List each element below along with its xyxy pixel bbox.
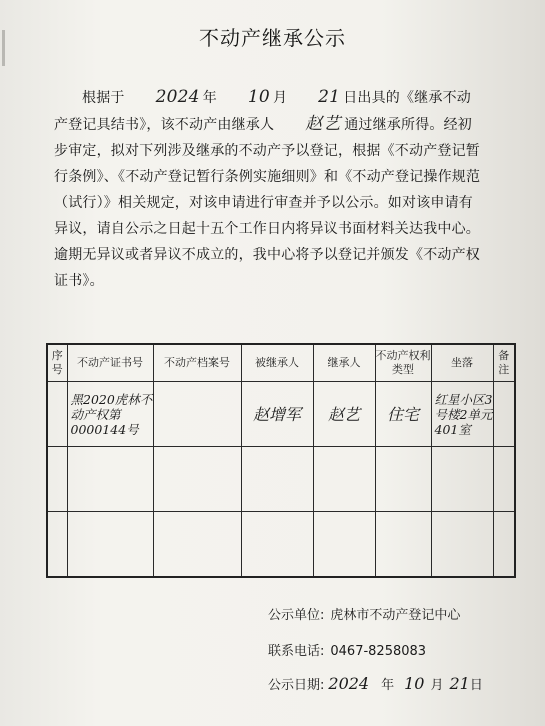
footer-unit-value: 虎林市不动产登记中心 xyxy=(330,608,461,623)
cell-archive-no xyxy=(153,382,241,447)
cell-location xyxy=(431,512,493,578)
notice-text-1: 根据于 xyxy=(82,90,125,106)
cell-right-type xyxy=(375,447,431,512)
footer-date-month: 10 xyxy=(404,674,425,693)
cell-decedent xyxy=(241,382,313,447)
header-remarks: 备注 xyxy=(493,344,515,382)
table-row xyxy=(47,382,515,447)
notice-year-handwritten: 2024 xyxy=(155,87,200,107)
cell-certificate-no xyxy=(67,382,153,447)
table-row xyxy=(47,447,515,512)
footer-phone-value: 0467-8258083 xyxy=(330,644,427,659)
cell-remarks xyxy=(493,382,515,447)
document-title: 不动产继承公示 xyxy=(199,26,346,50)
registration-table xyxy=(46,343,516,578)
cell-decedent xyxy=(241,512,313,578)
header-location: 坐落 xyxy=(431,344,493,382)
cell-heir xyxy=(313,447,375,512)
cell-right-type xyxy=(375,382,431,447)
heir-handwritten: 赵艺 xyxy=(327,404,360,424)
footer-unit-label: 公示单位: xyxy=(268,608,325,623)
notice-day-handwritten: 21 xyxy=(318,87,341,107)
cell-heir xyxy=(313,382,375,447)
footer-date-year: 2024 xyxy=(328,674,370,693)
footer-date-label: 公示日期: xyxy=(268,678,325,693)
footer-date-month-suffix: 月 xyxy=(430,678,444,693)
cell-location xyxy=(431,382,493,447)
footer-date-day-suffix: 日 xyxy=(469,678,483,693)
cell-index xyxy=(47,512,67,578)
header-heir: 继承人 xyxy=(313,344,375,382)
notice-heir-handwritten: 赵艺 xyxy=(305,114,342,134)
location-handwritten: 红星小区3号楼2单元401室 xyxy=(434,391,493,437)
right-type-handwritten: 住宅 xyxy=(386,404,419,424)
footer-date xyxy=(268,674,483,693)
notice-month-handwritten: 10 xyxy=(247,87,270,107)
cell-certificate-no xyxy=(67,447,153,512)
cell-remarks xyxy=(493,447,515,512)
cell-right-type xyxy=(375,512,431,578)
table-row xyxy=(47,512,515,578)
header-archive-no: 不动产档案号 xyxy=(153,344,241,382)
header-decedent: 被继承人 xyxy=(241,344,313,382)
notice-text-2: 年 xyxy=(202,90,217,106)
footer-phone-label: 联系电话: xyxy=(268,644,325,659)
cell-index xyxy=(47,382,67,447)
cell-archive-no xyxy=(153,512,241,578)
footer-date-day: 21 xyxy=(449,674,470,693)
notice-text-3: 月 xyxy=(272,90,288,106)
footer-phone xyxy=(268,640,426,659)
footer-unit xyxy=(268,604,460,623)
certificate-no-handwritten: 黑2020虎林不动产权第0000144号 xyxy=(70,391,153,437)
header-right-type: 不动产权利类型 xyxy=(375,344,431,382)
cell-certificate-no xyxy=(67,512,153,578)
cell-index xyxy=(47,447,67,512)
footer-date-year-suffix: 年 xyxy=(381,678,395,693)
header-certificate-no: 不动产证书号 xyxy=(67,344,153,382)
table-header-row xyxy=(47,344,515,382)
header-index: 序号 xyxy=(47,344,67,382)
cell-heir xyxy=(313,512,375,578)
cell-remarks xyxy=(493,512,515,578)
cell-archive-no xyxy=(153,447,241,512)
cell-location xyxy=(431,447,493,512)
notice-paragraph xyxy=(54,84,484,294)
decedent-handwritten: 赵增军 xyxy=(252,404,301,424)
notice-text-5: 通过继承所得。经初步审定，拟对下列涉及继承的不动产予以登记，根据《不动产登记暂行条例》、《不动产登记暂行条例实施细则》和《不动产登记操作规范（试行）》相关规定，对该申请进行审查并予以公示。如对该申请有异议，请自公示之日起十五个工作日内将异议书面材料关达我中心。逾期无异议或者异议不成立的，我中心将予以登记并颁发《不动产权证书》。 xyxy=(54,117,481,289)
notice-text-4: 日出具的《继承不动产登记具结书》，该不动产由继承人 xyxy=(54,90,471,133)
cell-decedent xyxy=(241,447,313,512)
